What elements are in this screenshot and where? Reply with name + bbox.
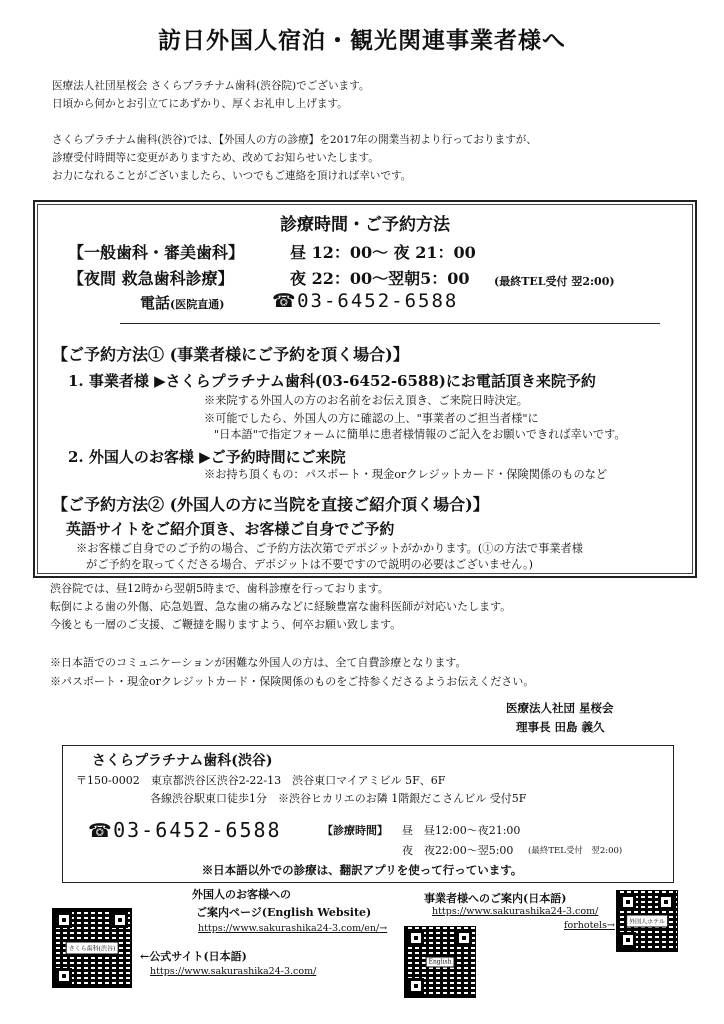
phone-icon: ☎ (272, 290, 296, 312)
page-title: 訪日外国人宿泊・観光関連事業者様へ (158, 27, 566, 54)
intro-line: さくらプラチナム歯科(渋谷)では、【外国人の方の診療】を2017年の開業当初より行っておりますが、 (52, 134, 537, 146)
body-note: ※パスポート・現金orクレジットカード・保険関係のものをご持参くださるようお伝えください。 (50, 675, 535, 688)
method1-heading: 【ご予約方法① (事業者様にご予約を頂く場合)】 (52, 345, 409, 364)
qr-code-icon[interactable] (404, 926, 476, 998)
method2-note: ※お客様ご自身でのご予約の場合、ご予約方法次第でデポジットがかかります。(①の方法で事業者様 (76, 542, 583, 555)
general-hours-time: 昼 12：00〜 夜 21：00 (290, 243, 476, 262)
clinic-address: 〒150-0002 東京都渋谷区渋谷2-22-13 渋谷東口マイアミビル 5F、6F (76, 774, 446, 787)
official-site-url[interactable]: https://www.sakurashika24-3.com/ (150, 966, 317, 977)
intro-line: お力になれることがございましたら、いつでもご連絡を頂ければ幸いです。 (52, 170, 412, 182)
clinic-access: 各線渋谷駅東口徒歩1分 ※渋谷ヒカリエのお隣 1階銀だこさんビル 受付5F (150, 792, 527, 805)
official-site-label: ←公式サイト(日本語) (140, 950, 247, 963)
translation-note: ※日本語以外での診療は、翻訳アプリを使って行っています。 (201, 863, 523, 877)
phone-icon: ☎ (88, 820, 112, 842)
general-hours-label: 【一般歯科・審美歯科】 (68, 243, 245, 262)
intro-line: 医療法人社団星桜会 さくらプラチナム歯科(渋谷院)でございます。 (52, 80, 370, 92)
signature-person: 理事長 田島 義久 (516, 720, 605, 734)
clinic-tel-number[interactable]: 03-6452-6588 (113, 818, 282, 842)
tel-row (140, 292, 224, 313)
tel-note: (医院直通) (170, 298, 225, 311)
english-site-url[interactable]: https://www.sakurashika24-3.com/en/ (198, 923, 380, 934)
business-guide-title: 事業者様へのご案内(日本語) (424, 892, 567, 905)
method1-note: ※可能でしたら、外国人の方に確認の上、"事業者のご担当者様"に (204, 412, 539, 425)
qr-code-icon[interactable] (52, 908, 132, 988)
intro-line: 日頃から何かとお引立てにあずかり、厚くお礼申し上げます。 (52, 98, 348, 110)
method1-note: ※来院する外国人の方のお名前をお伝え頂き、ご来院日時決定。 (204, 394, 528, 407)
qr-code-icon[interactable] (616, 890, 678, 952)
business-site-url-tail[interactable]: forhotels (564, 920, 607, 931)
night-hours-note: (最終TEL受付 翌2:00) (494, 275, 615, 288)
tel-label: 電話 (140, 294, 171, 312)
business-site-url[interactable]: https://www.sakurashika24-3.com/ (432, 906, 599, 917)
night-hours-time: 夜 22：00〜翌朝5：00 (290, 269, 470, 288)
english-site-link[interactable] (198, 923, 387, 934)
signature-org: 医療法人社団 星桜会 (506, 701, 614, 715)
method2-heading: 【ご予約方法② (外国人の方に当院を直接ご紹介頂く場合)】 (52, 495, 489, 514)
qr-tag: English (426, 957, 455, 968)
qr-tag: さくら歯科(渋谷) (66, 942, 119, 955)
clinic-tel-row (88, 818, 282, 842)
tel-number[interactable]: 03-6452-6588 (297, 290, 459, 312)
divider (120, 323, 660, 324)
body-line: 転倒による歯の外傷、応急処置、急な歯の痛みなどに経験豊富な歯科医師が対応いたします。 (50, 600, 512, 613)
hours-heading: 診療時間・ご予約方法 (280, 215, 450, 235)
foreign-guide-subtitle: ご案内ページ(English Website) (196, 906, 372, 919)
business-site-url-2[interactable] (564, 920, 615, 931)
method2-note: がご予約を取ってくださる場合、デポジットは不要ですので説明の必要はございません。) (86, 558, 533, 571)
arrow-right-icon: → (606, 920, 615, 931)
body-line: 渋谷院では、昼12時から翌朝5時まで、歯科診療を行っております。 (50, 582, 389, 595)
method1-note: "日本語"で指定フォームに簡単に患者様情報のご記入をお願いできれば幸いです。 (214, 428, 626, 441)
clinic-hours-day: 昼 昼12:00〜夜21:00 (402, 824, 521, 837)
foreign-guide-title: 外国人のお客様への (192, 888, 291, 901)
night-hours-label: 【夜間 救急歯科診療】 (68, 269, 234, 288)
intro-line: 診療受付時間等に変更がありますため、改めてお知らせいたします。 (52, 152, 379, 164)
clinic-name: さくらプラチナム歯科(渋谷) (92, 753, 273, 769)
method2-item: 英語サイトをご紹介頂き、お客様ご自身でご予約 (66, 520, 395, 538)
clinic-hours-label: 【診療時間】 (322, 824, 388, 837)
arrow-right-icon: → (379, 923, 388, 934)
tel-number-row (272, 290, 458, 312)
body-note: ※日本語でのコミュニケーションが困難な外国人の方は、全て自費診療となります。 (50, 656, 467, 669)
clinic-hours-night-note: (最終TEL受付 翌2:00) (528, 846, 623, 856)
clinic-hours-night: 夜 夜22:00〜翌5:00 (402, 844, 514, 857)
method1-note: ※お持ち頂くもの：パスポート・現金orクレジットカード・保険関係のものなど (204, 468, 608, 481)
method1-item1: 1. 事業者様 ▶さくらプラチナム歯科(03-6452-6588)にお電話頂き来院予約 (68, 372, 596, 390)
qr-tag: 外国人ホテル (626, 915, 668, 928)
body-line: 今後とも一層のご支援、ご鞭撻を賜りますよう、何卒お願い致します。 (50, 618, 402, 631)
method1-item2: 2. 外国人のお客様 ▶ご予約時間にご来院 (68, 448, 346, 466)
